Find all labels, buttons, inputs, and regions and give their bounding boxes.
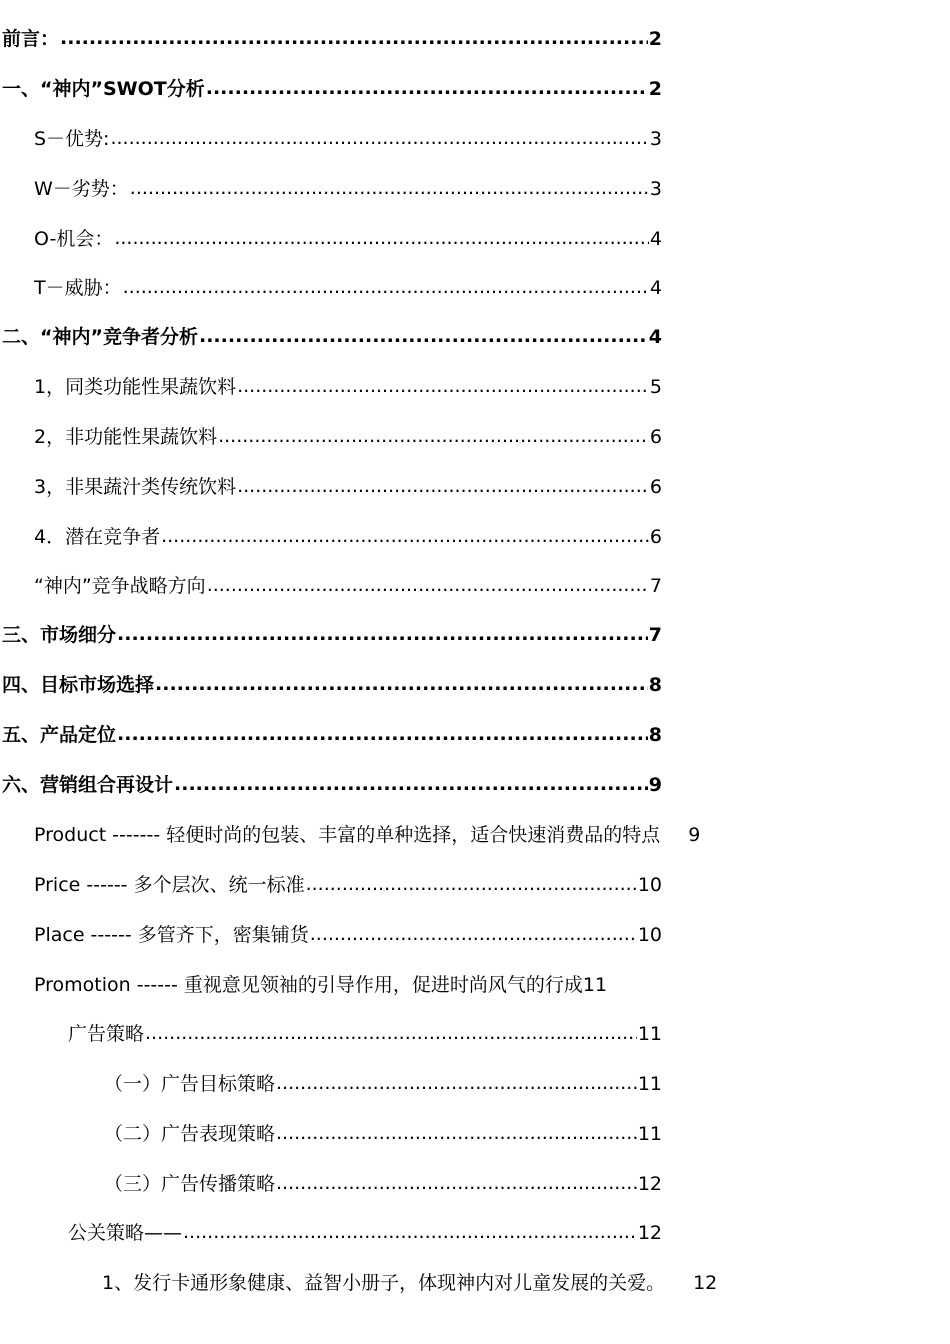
dot-leader [237, 371, 649, 401]
dot-leader [117, 719, 648, 749]
toc-entry[interactable] [34, 571, 662, 601]
dot-leader [276, 1068, 637, 1098]
toc-entry[interactable] [34, 920, 662, 950]
toc-entry[interactable] [102, 1268, 717, 1298]
dot-leader [276, 1118, 637, 1148]
toc-entry[interactable] [68, 1218, 662, 1248]
toc-entry-label: Place ------ 多管齐下，密集铺货 [34, 924, 309, 946]
toc-entry-label: Price ------ 多个层次、统一标准 [34, 874, 305, 896]
toc-entry-page: 2 [648, 28, 662, 50]
toc-entry-label: 3，非果蔬汁类传统饮料 [34, 476, 237, 498]
toc-entry[interactable] [34, 970, 607, 1000]
toc-entry-page: 6 [649, 526, 662, 548]
toc-entry-label: （三）广告传播策略 [104, 1173, 276, 1195]
toc-entry-label: 4．潜在竞争者 [34, 526, 161, 548]
dot-leader [306, 869, 637, 899]
dot-leader [60, 23, 648, 53]
dot-leader [183, 1217, 637, 1247]
toc-entry[interactable] [34, 820, 700, 850]
dot-leader [161, 521, 649, 551]
dot-leader [123, 272, 649, 302]
toc-entry[interactable] [104, 1169, 662, 1199]
toc-entry-label: O-机会： [34, 228, 114, 250]
toc-entry[interactable] [34, 224, 662, 254]
toc-entry-page: 12 [693, 1272, 718, 1294]
toc-entry-page: 10 [637, 924, 662, 946]
toc-entry[interactable] [104, 1069, 662, 1099]
toc-entry-page: 9 [648, 774, 662, 796]
toc-entry[interactable] [34, 870, 662, 900]
dot-leader [117, 619, 648, 649]
toc-entry[interactable] [2, 24, 662, 54]
dot-leader [145, 1018, 637, 1048]
toc-entry-label: 五、产品定位 [2, 724, 117, 746]
toc-entry-label: 六、营销组合再设计 [2, 774, 174, 796]
toc-entry[interactable] [34, 472, 662, 502]
toc-entry-page: 6 [649, 426, 662, 448]
toc-entry-label: 二、“神内”竞争者分析 [2, 326, 198, 348]
dot-leader [276, 1168, 637, 1198]
toc-entry[interactable] [2, 322, 662, 352]
dot-leader [130, 173, 649, 203]
toc-entry-page: 6 [649, 476, 662, 498]
dot-leader [199, 321, 648, 351]
toc-entry[interactable] [34, 522, 662, 552]
toc-entry-label: （一）广告目标策略 [104, 1073, 276, 1095]
toc-entry-page: 4 [648, 326, 662, 348]
toc-entry-label: Product ------- 轻便时尚的包装、丰富的单种选择，适合快速消费品的特点 [34, 824, 661, 846]
toc-entry-label: 1，同类功能性果蔬饮料 [34, 376, 237, 398]
toc-entry-label: “神内”竞争战略方向 [34, 575, 206, 597]
toc-entry-page: 11 [582, 974, 608, 996]
dot-leader [114, 223, 649, 253]
toc-entry[interactable] [68, 1019, 662, 1049]
toc-entry[interactable] [34, 273, 662, 303]
toc-entry-label: 广告策略 [68, 1023, 145, 1045]
toc-entry-page: 3 [649, 128, 662, 150]
toc-entry-page: 8 [648, 674, 662, 696]
dot-leader [110, 123, 648, 153]
toc-entry-page: 5 [649, 376, 662, 398]
toc-entry-label: 一、“神内”SWOT分析 [2, 78, 205, 100]
toc-entry-page: 4 [649, 228, 662, 250]
toc-entry[interactable] [2, 670, 662, 700]
dot-leader [218, 421, 649, 451]
toc-entry-page: 7 [648, 624, 662, 646]
toc-entry-page: 10 [637, 874, 662, 896]
dot-leader [206, 73, 648, 103]
toc-entry-label: （二）广告表现策略 [104, 1123, 276, 1145]
toc-entry-label: 三、市场细分 [2, 624, 117, 646]
toc-entry-page: 11 [637, 1123, 662, 1145]
toc-entry-page: 9 [688, 824, 701, 846]
toc-entry-label: 四、目标市场选择 [2, 674, 155, 696]
toc-entry[interactable] [2, 74, 662, 104]
dot-leader [174, 769, 648, 799]
toc-entry-page: 8 [648, 724, 662, 746]
toc-entry-page: 11 [637, 1023, 662, 1045]
toc-entry[interactable] [2, 770, 662, 800]
toc-entry-page: 3 [649, 178, 662, 200]
toc-entry-label: W－劣势： [34, 178, 129, 200]
dot-leader [237, 471, 649, 501]
toc-entry-label: 公关策略—— [68, 1222, 183, 1244]
toc-entry-label: Promotion ------ 重视意见领袖的引导作用，促进时尚风气的行成 [34, 974, 583, 996]
toc-entry-label: S－优势: [34, 128, 110, 150]
toc-entry-page: 7 [649, 575, 662, 597]
toc-entry[interactable] [34, 124, 662, 154]
toc-entry-page: 2 [648, 78, 662, 100]
dot-leader [310, 919, 637, 949]
toc-entry-label: 2，非功能性果蔬饮料 [34, 426, 218, 448]
toc-entry[interactable] [34, 372, 662, 402]
toc-entry[interactable] [104, 1119, 662, 1149]
toc-entry[interactable] [2, 620, 662, 650]
dot-leader [207, 570, 649, 600]
toc-entry[interactable] [34, 174, 662, 204]
toc-entry-label: T－威胁： [34, 277, 122, 299]
toc-entry-label: 前言： [2, 28, 60, 50]
toc-entry-page: 12 [637, 1222, 662, 1244]
toc-entry-label: 1、发行卡通形象健康、益智小册子，体现神内对儿童发展的关爱。 [102, 1272, 666, 1294]
toc-entry[interactable] [2, 720, 662, 750]
toc-entry-page: 4 [649, 277, 662, 299]
toc-entry[interactable] [34, 422, 662, 452]
toc-entry-page: 11 [637, 1073, 662, 1095]
dot-leader [155, 669, 648, 699]
toc-entry-page: 12 [637, 1173, 662, 1195]
